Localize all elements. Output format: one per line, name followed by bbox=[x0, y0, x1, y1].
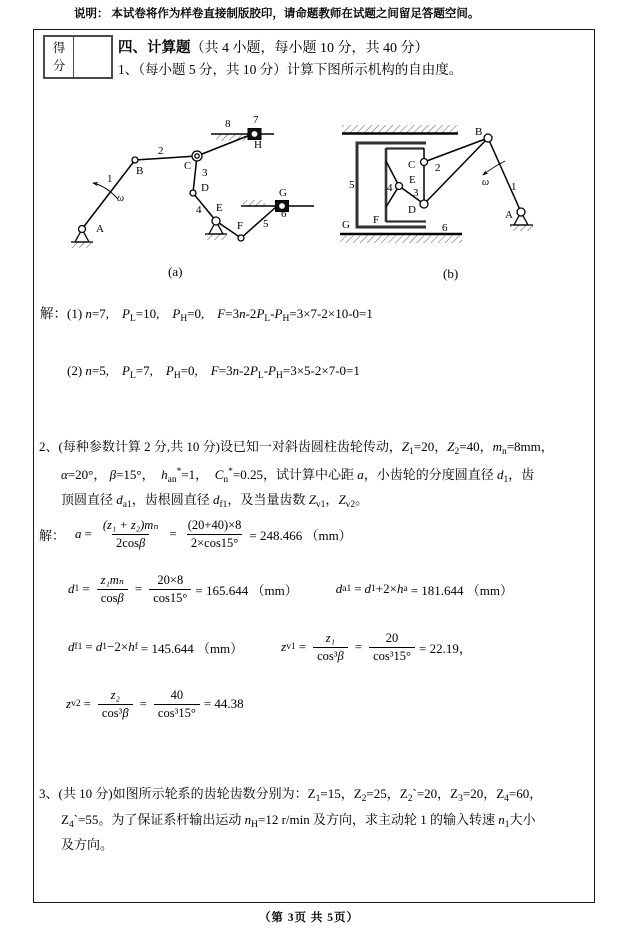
text-run: =20， bbox=[462, 786, 497, 801]
result-run: = 22.19， bbox=[419, 640, 472, 656]
text-run: (1) bbox=[67, 306, 86, 321]
sub-run: H bbox=[251, 819, 259, 830]
sub-run: v2 bbox=[71, 699, 81, 709]
var-run: h bbox=[396, 581, 404, 596]
link-label-4: 4 bbox=[387, 182, 393, 194]
var-run: P bbox=[256, 306, 265, 321]
text-run: =40， bbox=[459, 439, 493, 454]
var-run: P bbox=[274, 306, 283, 321]
sub-run: 4 bbox=[68, 819, 74, 830]
content-frame bbox=[33, 29, 595, 903]
text-run: - bbox=[270, 306, 275, 321]
fraction bbox=[154, 688, 200, 721]
numerator: z₂ bbox=[110, 687, 120, 702]
score-char-fen: 分 bbox=[52, 59, 66, 73]
sub-run: v1 bbox=[286, 642, 296, 652]
text-run: =15， bbox=[320, 786, 354, 801]
sup-run: * bbox=[176, 466, 182, 477]
text-run: =0.25，试计算中心距 bbox=[232, 466, 358, 482]
text-run: =3 bbox=[225, 306, 240, 321]
var-run: h bbox=[161, 466, 168, 482]
var-run: β bbox=[122, 705, 129, 720]
var-run: d bbox=[335, 581, 343, 596]
denominator bbox=[112, 534, 149, 551]
text-run: =7, bbox=[91, 306, 123, 321]
joint-label-e: E bbox=[409, 174, 416, 186]
var-run: a bbox=[357, 466, 364, 482]
var-run: Z bbox=[338, 492, 346, 507]
section-title-rest: （共 4 小题，每小题 10 分，共 40 分） bbox=[190, 41, 429, 56]
text-run: = bbox=[139, 696, 147, 711]
result-run: = 248.466 （mm） bbox=[249, 527, 352, 543]
text-run: =7, bbox=[135, 363, 166, 378]
numerator: z₁ bbox=[325, 630, 336, 645]
link-label-2: 2 bbox=[158, 145, 164, 157]
omega-arrow-a bbox=[93, 183, 118, 199]
result-run: = 181.644 （mm） bbox=[410, 582, 513, 598]
var-run: Z bbox=[61, 811, 69, 827]
var-run: F bbox=[217, 306, 226, 321]
var-run: P bbox=[165, 363, 174, 378]
text-run: = bbox=[85, 639, 93, 654]
sub-run: a1 bbox=[342, 584, 352, 594]
link-label-2: 2 bbox=[435, 162, 441, 174]
joint-label-a: A bbox=[96, 223, 104, 235]
link-label-8: 8 bbox=[225, 118, 231, 130]
text-run: cos³ bbox=[101, 705, 123, 720]
diagram-a-labels bbox=[96, 114, 287, 279]
var-run: P bbox=[172, 306, 181, 321]
link-label-6: 6 bbox=[442, 222, 448, 234]
sub-run: L bbox=[257, 371, 264, 381]
question-2-line-1 bbox=[39, 437, 554, 463]
var-run: β bbox=[337, 648, 344, 663]
score-value-cell bbox=[74, 37, 111, 77]
link-label-1: 1 bbox=[107, 173, 113, 185]
joint-label-d: D bbox=[201, 182, 209, 194]
var-run: n bbox=[85, 306, 92, 321]
numerator: 20×8 bbox=[157, 572, 184, 587]
solution-2-row-1 bbox=[39, 508, 352, 560]
sub-run: a bbox=[403, 584, 408, 594]
joint-label-e: E bbox=[216, 202, 223, 214]
text-run: =8mm， bbox=[506, 439, 554, 454]
sub-run: 2 bbox=[407, 794, 413, 804]
var-run: a bbox=[75, 526, 82, 541]
joint-label-g: G bbox=[342, 219, 350, 231]
diagram-b-caption: (b) bbox=[443, 266, 459, 281]
joint-label-f: F bbox=[373, 214, 380, 226]
var-run: Z bbox=[496, 786, 505, 801]
joint-label-d: D bbox=[408, 204, 416, 216]
ground-supports-a bbox=[71, 221, 227, 248]
sub-run: H bbox=[276, 371, 283, 381]
diagram-b-labels bbox=[342, 126, 517, 281]
result-run: = 165.644 （mm） bbox=[195, 582, 298, 598]
sub-run: a1 bbox=[122, 500, 132, 510]
sub-run: 3 bbox=[458, 794, 463, 804]
score-label-cell bbox=[45, 37, 74, 77]
text-run: = bbox=[354, 581, 362, 596]
link-label-5: 5 bbox=[263, 218, 269, 230]
var-run: β bbox=[117, 590, 124, 605]
denominator bbox=[313, 647, 348, 664]
sub-run: v1 bbox=[315, 500, 326, 510]
fraction bbox=[98, 688, 133, 721]
solution-1-label: 解： bbox=[40, 306, 67, 321]
var-run: z bbox=[281, 639, 287, 654]
text-run: ，及当量齿数 bbox=[227, 492, 309, 507]
joint-label-b: B bbox=[136, 165, 144, 177]
result-run: = 145.644 （mm） bbox=[140, 640, 244, 656]
text-run: =5, bbox=[91, 363, 123, 378]
var-run: Z bbox=[401, 439, 410, 454]
denominator: 2×cos15° bbox=[187, 534, 242, 551]
link-label-4: 4 bbox=[196, 204, 202, 216]
sup-run: * bbox=[228, 466, 233, 477]
text-run: 。 bbox=[355, 492, 369, 507]
text-run: =0, bbox=[187, 306, 218, 321]
section-heading bbox=[118, 36, 429, 57]
text-run: 顶圆直径 bbox=[61, 492, 117, 507]
text-run: 2cos bbox=[116, 535, 139, 550]
var-run: P bbox=[122, 363, 130, 378]
joint-label-h: H bbox=[254, 139, 262, 151]
joint-label-a: A bbox=[505, 209, 513, 221]
diagram-a-caption: (a) bbox=[168, 264, 183, 279]
var-run: n bbox=[244, 811, 252, 827]
denominator: cos³15° bbox=[154, 704, 200, 721]
var-run: d bbox=[68, 581, 75, 596]
text-run: ，齿 bbox=[508, 466, 535, 482]
text-run: cos³ bbox=[317, 648, 338, 663]
question-3-line-2 bbox=[61, 810, 542, 836]
sub-run: 1 bbox=[371, 584, 376, 594]
text-run: = bbox=[298, 639, 307, 654]
sup-run: ` bbox=[412, 786, 417, 801]
link-label-1: 1 bbox=[511, 181, 517, 193]
joint-label-f: F bbox=[237, 220, 244, 232]
var-run: F bbox=[210, 363, 219, 378]
joint-label-b: B bbox=[475, 126, 483, 138]
sub-run: n bbox=[501, 447, 507, 457]
var-run: h bbox=[128, 639, 135, 654]
text-run: =3×7-2×10-0=1 bbox=[289, 306, 373, 321]
text-run: = bbox=[84, 526, 92, 541]
joint-label-c: C bbox=[408, 159, 416, 171]
text-run: ，齿根圆直径 bbox=[131, 492, 213, 507]
text-run: =0, bbox=[180, 363, 211, 378]
var-run: P bbox=[249, 363, 258, 378]
sup-run: ` bbox=[73, 811, 79, 827]
mechanism-diagram-a bbox=[46, 104, 336, 289]
sub-run: 1 bbox=[504, 819, 510, 830]
text-run: =10, bbox=[135, 306, 173, 321]
var-run: β bbox=[109, 466, 117, 482]
denominator bbox=[98, 704, 133, 721]
link-label-7: 7 bbox=[253, 114, 259, 126]
link-label-3: 3 bbox=[413, 187, 419, 199]
text-run: 2、(每种参数计算 2 分,共 10 分)设已知一对斜齿圆柱齿轮传动， bbox=[39, 439, 402, 454]
denominator: cos³15° bbox=[369, 647, 415, 664]
question-3-text bbox=[39, 784, 542, 855]
text-run: = bbox=[82, 581, 90, 596]
text-run: 大小 bbox=[509, 811, 536, 827]
sub-run: H bbox=[282, 314, 290, 324]
var-run: Z bbox=[308, 492, 316, 507]
text-run: 及方向。 bbox=[61, 837, 114, 852]
question-1-text: 1、（每小题 5 分，共 10 分）计算下图所示机构的自由度。 bbox=[118, 62, 463, 77]
var-run: Z bbox=[450, 786, 459, 801]
solution-2-row-3 bbox=[68, 621, 472, 673]
sub-run: 1 bbox=[74, 584, 80, 594]
text-run: =60， bbox=[508, 786, 543, 801]
numerator: 20 bbox=[385, 630, 399, 645]
result-run: = 44.38 bbox=[203, 696, 244, 711]
omega-label-b: ω bbox=[482, 177, 490, 188]
sub-run: 1 bbox=[409, 447, 414, 457]
text-run: =3×5-2×7-0=1 bbox=[282, 363, 360, 378]
text-run: cos bbox=[100, 590, 118, 605]
var-run: C bbox=[214, 466, 224, 482]
joint-label-c: C bbox=[184, 160, 192, 172]
sub-run: f1 bbox=[219, 500, 228, 510]
var-run: d bbox=[68, 639, 75, 654]
text-run: -2 bbox=[239, 363, 250, 378]
sub-run: L bbox=[129, 371, 136, 381]
sub-run: n bbox=[223, 474, 229, 485]
text-run: −2× bbox=[107, 639, 129, 654]
numerator: (z₁ + z₂)mₙ bbox=[102, 517, 159, 532]
question-3-line-1 bbox=[39, 784, 542, 810]
var-run: α bbox=[61, 466, 68, 482]
fraction bbox=[313, 631, 348, 664]
var-run: Z bbox=[399, 786, 408, 801]
text-run: = bbox=[134, 581, 143, 596]
page-footer: （第 3页 共 5页） bbox=[258, 912, 360, 924]
var-run: P bbox=[268, 363, 276, 378]
sub-run: f bbox=[134, 642, 138, 652]
solution-2-label: 解： bbox=[39, 527, 66, 543]
var-run: Z bbox=[353, 786, 362, 801]
joint-label-g: G bbox=[279, 187, 287, 199]
var-run: n bbox=[498, 811, 505, 827]
mechanism-diagram-b bbox=[336, 104, 576, 289]
var-run: d bbox=[496, 466, 504, 482]
sub-run: 1 bbox=[102, 642, 108, 652]
denominator bbox=[97, 589, 128, 606]
sub-run: 4 bbox=[504, 794, 509, 804]
sub-run: 1 bbox=[503, 474, 509, 485]
score-box bbox=[43, 35, 113, 79]
solution-1-line-1 bbox=[67, 303, 373, 324]
text-run: =20， bbox=[416, 786, 451, 801]
text-run: ， bbox=[325, 492, 339, 507]
text-run: (2) bbox=[67, 363, 86, 378]
var-run: P bbox=[122, 306, 130, 321]
text-run: =3 bbox=[218, 363, 233, 378]
question-3-line-3 bbox=[61, 835, 542, 855]
question-2-text bbox=[39, 437, 554, 516]
text-run: =20°， bbox=[67, 466, 110, 482]
fraction bbox=[184, 518, 246, 551]
text-run: = bbox=[354, 639, 363, 654]
var-run: m bbox=[492, 439, 502, 454]
solution-1-line-2 bbox=[67, 360, 360, 381]
linkage-lines-a bbox=[82, 135, 276, 238]
print-notice: 说明： 本试卷将作为样卷直接制版胶印，请命题教师在试题之间留足答题空间。 bbox=[74, 8, 480, 20]
link-label-3: 3 bbox=[202, 167, 208, 179]
text-run: =25， bbox=[366, 786, 400, 801]
numerator: 40 bbox=[170, 687, 184, 702]
text-run: = bbox=[83, 696, 91, 711]
var-run: n bbox=[232, 363, 240, 378]
denominator: cos15° bbox=[149, 589, 191, 606]
text-run: - bbox=[263, 363, 269, 378]
text-run: +2× bbox=[375, 581, 397, 596]
sub-run: H bbox=[180, 314, 188, 324]
numerator: z₁mₙ bbox=[100, 572, 124, 587]
sub-run: 2 bbox=[361, 794, 367, 804]
text-run: -2 bbox=[245, 306, 257, 321]
text-run: =1， bbox=[181, 466, 215, 482]
fraction bbox=[99, 518, 163, 551]
sub-run: L bbox=[264, 314, 271, 324]
text-run: 3、(共 10 分)如图所示轮系的齿轮齿数分别为： bbox=[39, 786, 308, 801]
sub-run: v2 bbox=[345, 500, 356, 510]
var-run: d bbox=[364, 581, 372, 596]
link-label-5: 5 bbox=[349, 179, 355, 191]
var-run: n bbox=[239, 306, 246, 321]
fraction bbox=[97, 573, 128, 606]
solution-2-row-2 bbox=[68, 563, 513, 615]
score-char-de: 得 bbox=[52, 41, 66, 55]
text-run: =20， bbox=[413, 439, 448, 454]
var-run: Z bbox=[447, 439, 455, 454]
var-run: z bbox=[66, 696, 72, 711]
text-run: =12 r/min 及方向，求主动轮 1 的输入转速 bbox=[258, 811, 499, 827]
var-run: n bbox=[85, 363, 92, 378]
var-run: d bbox=[95, 639, 103, 654]
text-run: ，小齿轮的分度圆直径 bbox=[363, 466, 497, 482]
sub-run: 1 bbox=[315, 794, 321, 804]
fraction bbox=[149, 573, 191, 606]
var-run: d bbox=[213, 492, 220, 507]
sub-run: L bbox=[129, 314, 136, 324]
fraction bbox=[369, 631, 415, 664]
sub-run: f1 bbox=[74, 642, 83, 652]
var-run: d bbox=[116, 492, 123, 507]
text-run: = bbox=[169, 526, 177, 541]
sub-run: 2 bbox=[454, 447, 460, 457]
text-run: =55。为了保证系杆输出运动 bbox=[78, 811, 245, 827]
link-label-6: 6 bbox=[281, 208, 287, 220]
text-run: =15°， bbox=[116, 466, 162, 482]
solution-2-row-4 bbox=[66, 678, 244, 730]
sub-run: an bbox=[167, 474, 177, 485]
section-title: 四、计算题 bbox=[118, 40, 191, 56]
var-run: β bbox=[138, 535, 146, 550]
question-2-line-2 bbox=[61, 463, 554, 491]
sub-run: H bbox=[173, 371, 181, 381]
omega-label-a: ω bbox=[117, 193, 125, 204]
numerator: (20+40)×8 bbox=[187, 517, 242, 532]
var-run: Z bbox=[307, 786, 316, 801]
